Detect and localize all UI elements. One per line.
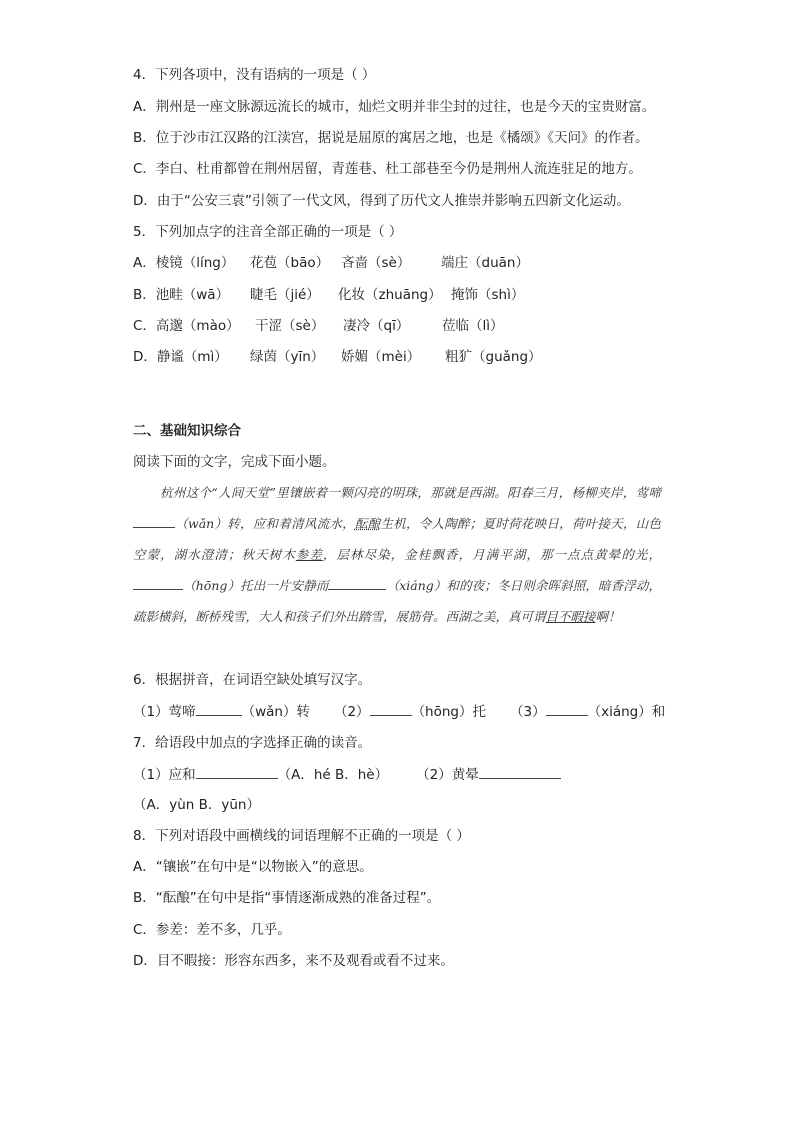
option-word: 粗犷（guǎng） <box>445 349 542 365</box>
question-8-stem: 8．下列对语段中画横线的词语理解不正确的一项是（ ） <box>133 828 470 844</box>
option-word: C．高邈（mào） <box>133 318 240 334</box>
option-word: 莅临（lì） <box>442 318 504 334</box>
option-word: 凄冷（qī） <box>343 318 410 334</box>
option-word: 娇媚（mèi） <box>341 349 421 365</box>
answer-blank-2[interactable] <box>370 701 412 716</box>
question-8-option-b: B．“酝酿”在句中是指“事情逐渐成熟的准备过程”。 <box>133 890 441 906</box>
dotted-word-yunniang: 酝酿 <box>354 516 381 531</box>
answer-blank-3[interactable] <box>546 701 588 716</box>
option-word: 化妆（zhuāng） <box>338 287 442 303</box>
option-word: 掩饰（shì） <box>451 287 525 303</box>
option-word: 花苞（bāo） <box>250 255 330 271</box>
option-word: A．棱镜（líng） <box>133 255 235 271</box>
blank-xiang <box>328 575 386 590</box>
option-word: 干涩（sè） <box>255 318 325 334</box>
question-4-option-a: A．荆州是一座文脉源远流长的城市，灿烂文明并非尘封的过往，也是今天的宝贵财富。 <box>133 99 656 115</box>
reading-passage: 杭州这个“人间天堂”里镶嵌着一颗闪亮的明珠，那就是西湖。阳春三月，杨柳夹岸，莺啼（wǎn）转，应和着清风流水，酝酿生机，令人陶醉；夏时荷花映日，荷叶接天，山色空蒙，湖水澄清；秋天树木参差，层林尽染，金桂飘香，月满平湖，那一点点黄晕的光，（hōng）托出一片安静而 （xiáng）和的夜；冬日则余晖斜照，暗香浮动，疏影横斜，断桥残雪，大人和孩子们外出踏雪，展筋骨。西湖之美，真可谓目不暇接啊！ <box>133 485 661 624</box>
option-word: 端庄（duān） <box>441 255 529 271</box>
question-7-items: （1）应和 （A．hé B．hè） （2）黄晕 <box>133 764 561 785</box>
underlined-word-cenci: 参差 <box>295 547 323 562</box>
question-6-items: （1）莺啼 （wǎn）转 （2） （hōng）托 （3） （xiáng）和 <box>133 701 665 722</box>
question-7-stem: 7．给语段中加点的字选择正确的读音。 <box>133 735 372 751</box>
section-title: 二、基础知识综合 <box>133 423 241 439</box>
option-word: 吝啬（sè） <box>341 255 411 271</box>
question-4-stem: 4．下列各项中，没有语病的一项是（ ） <box>133 67 376 83</box>
answer-blank-5[interactable] <box>479 764 561 779</box>
question-5-stem: 5．下列加点字的注音全部正确的一项是（ ） <box>133 224 403 240</box>
underlined-word-mubuxiajie: 目不暇接 <box>545 609 596 624</box>
question-4-option-d: D．由于“公安三袁”引领了一代文风，得到了历代文人推崇并影响五四新文化运动。 <box>133 193 630 209</box>
question-8-option-c: C．参差：差不多，几乎。 <box>133 922 291 938</box>
question-8-option-d: D．目不暇接：形容东西多，来不及观看或看不过来。 <box>133 953 454 969</box>
question-4-option-c: C．李白、杜甫都曾在荆州居留，青莲巷、杜工部巷至今仍是荆州人流连驻足的地方。 <box>133 161 642 177</box>
question-6-stem: 6．根据拼音，在词语空缺处填写汉字。 <box>133 672 372 688</box>
question-4-option-b: B．位于沙市江汉路的江渎宫，据说是屈原的寓居之地，也是《橘颂》《天问》的作者。 <box>133 130 649 146</box>
option-word: 睫毛（jié） <box>250 287 320 303</box>
blank-wan <box>133 513 175 528</box>
question-7-item-2-options: （A．yùn B．yūn） <box>133 797 260 813</box>
blank-hong <box>133 575 183 590</box>
question-8-option-a: A．“镶嵌”在句中是“以物嵌入”的意思。 <box>133 859 373 875</box>
answer-blank-4[interactable] <box>196 764 278 779</box>
reading-intro: 阅读下面的文字，完成下面小题。 <box>133 454 336 470</box>
option-word: B．池畦（wā） <box>133 287 230 303</box>
option-word: 绿茵（yīn） <box>250 349 325 365</box>
option-word: D．静谧（mì） <box>133 349 228 365</box>
answer-blank-1[interactable] <box>196 701 242 716</box>
